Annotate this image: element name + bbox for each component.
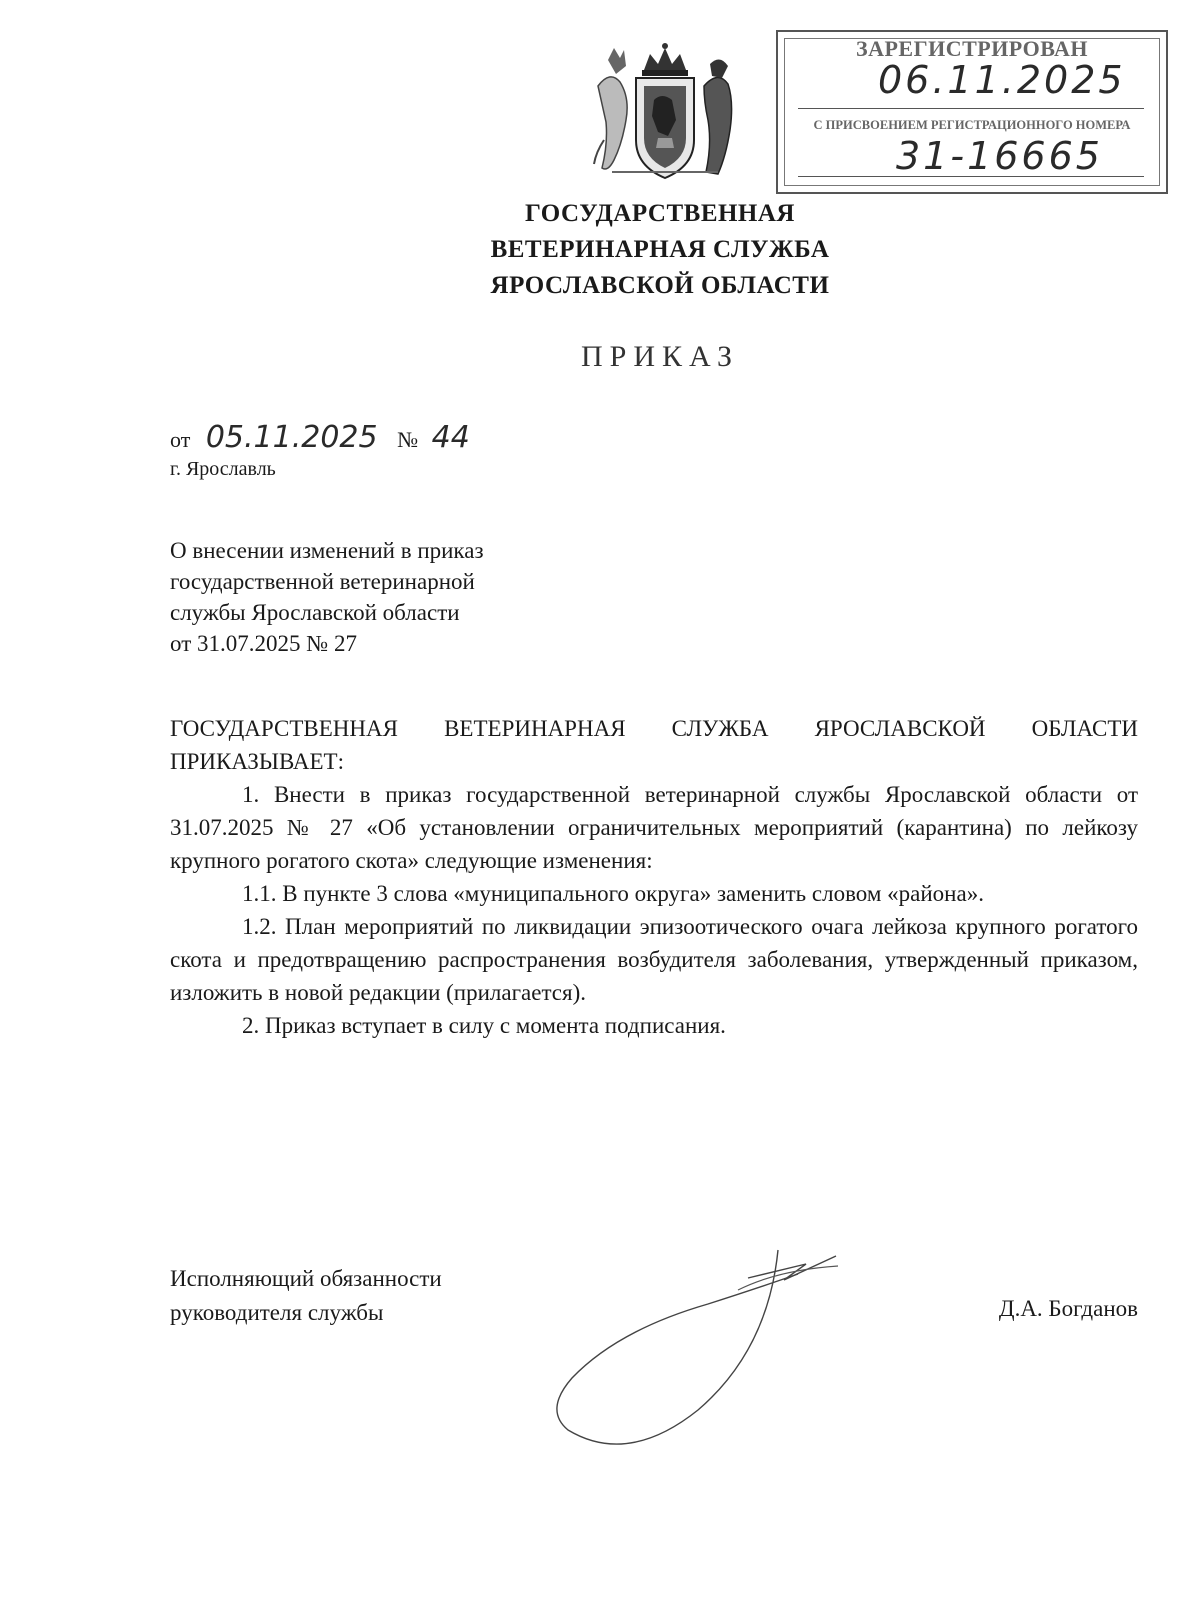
document-body: [170, 712, 1138, 1042]
org-name-line: ЯРОСЛАВСКОЙ ОБЛАСТИ: [490, 272, 830, 299]
document-type-title: ПРИКАЗ: [581, 340, 739, 373]
item-1-1-paragraph: 1.1. В пункте 3 слова «муниципального округа» заменить словом «района».: [242, 881, 984, 906]
date-prefix: от: [170, 427, 191, 452]
stamp-title: ЗАРЕГИСТРИРОВАН: [855, 36, 1089, 61]
item-1-paragraph: 1. Внести в приказ государственной ветеринарной службы Ярославской области от 31.07.2025 № 27 «Об установлении ограничительных мероприятий (карантина) по лейкозу крупного рогатого скота» следующие изменения:: [170, 782, 1138, 873]
signer-position: [170, 1262, 442, 1330]
item-1-2-paragraph: 1.2. План мероприятий по ликвидации эпизоотического очага лейкоза крупного рогатого скота и предотвращению распространения возбудителя заболевания, утвержденный приказом, изложить в новой редакции (прилагается).: [170, 914, 1138, 1005]
number-sign: №: [397, 427, 419, 452]
document-city: г. Ярославль: [170, 458, 276, 480]
org-name-line: ВЕТЕРИНАРНАЯ СЛУЖБА: [490, 236, 830, 263]
registration-stamp: [776, 30, 1168, 194]
subject-line: О внесении изменений в приказ: [170, 538, 484, 563]
item-2-paragraph: 2. Приказ вступает в силу с момента подписания.: [242, 1013, 726, 1038]
handwritten-signature: [548, 1230, 868, 1460]
subject-line: государственной ветеринарной: [170, 569, 475, 594]
handwritten-document-number: 44: [431, 420, 470, 455]
signer-position-line: Исполняющий обязанности: [170, 1266, 442, 1291]
org-name-line: ГОСУДАРСТВЕННАЯ: [525, 200, 795, 227]
stamp-caption: С ПРИСВОЕНИЕМ РЕГИСТРАЦИОННОГО НОМЕРА: [813, 118, 1131, 132]
signer-position-line: руководителя службы: [170, 1300, 384, 1325]
stamp-divider: [798, 108, 1144, 109]
handwritten-document-date: 05.11.2025: [205, 420, 378, 455]
document-date-number: [170, 420, 470, 455]
stamp-divider: [798, 176, 1144, 177]
subject-line: от 31.07.2025 № 27: [170, 631, 357, 656]
document-subject: [170, 535, 484, 659]
signer-name: Д.А. Богданов: [998, 1296, 1138, 1321]
preamble-paragraph: ГОСУДАРСТВЕННАЯ ВЕТЕРИНАРНАЯ СЛУЖБА ЯРОСЛАВСКОЙ ОБЛАСТИ ПРИКАЗЫВАЕТ:: [170, 716, 1138, 774]
coat-of-arms-emblem: [592, 40, 738, 186]
subject-line: службы Ярославской области: [170, 600, 460, 625]
stamp-handwritten-date: 06.11.2025: [878, 58, 1126, 102]
stamp-handwritten-number: 31-16665: [896, 134, 1103, 178]
